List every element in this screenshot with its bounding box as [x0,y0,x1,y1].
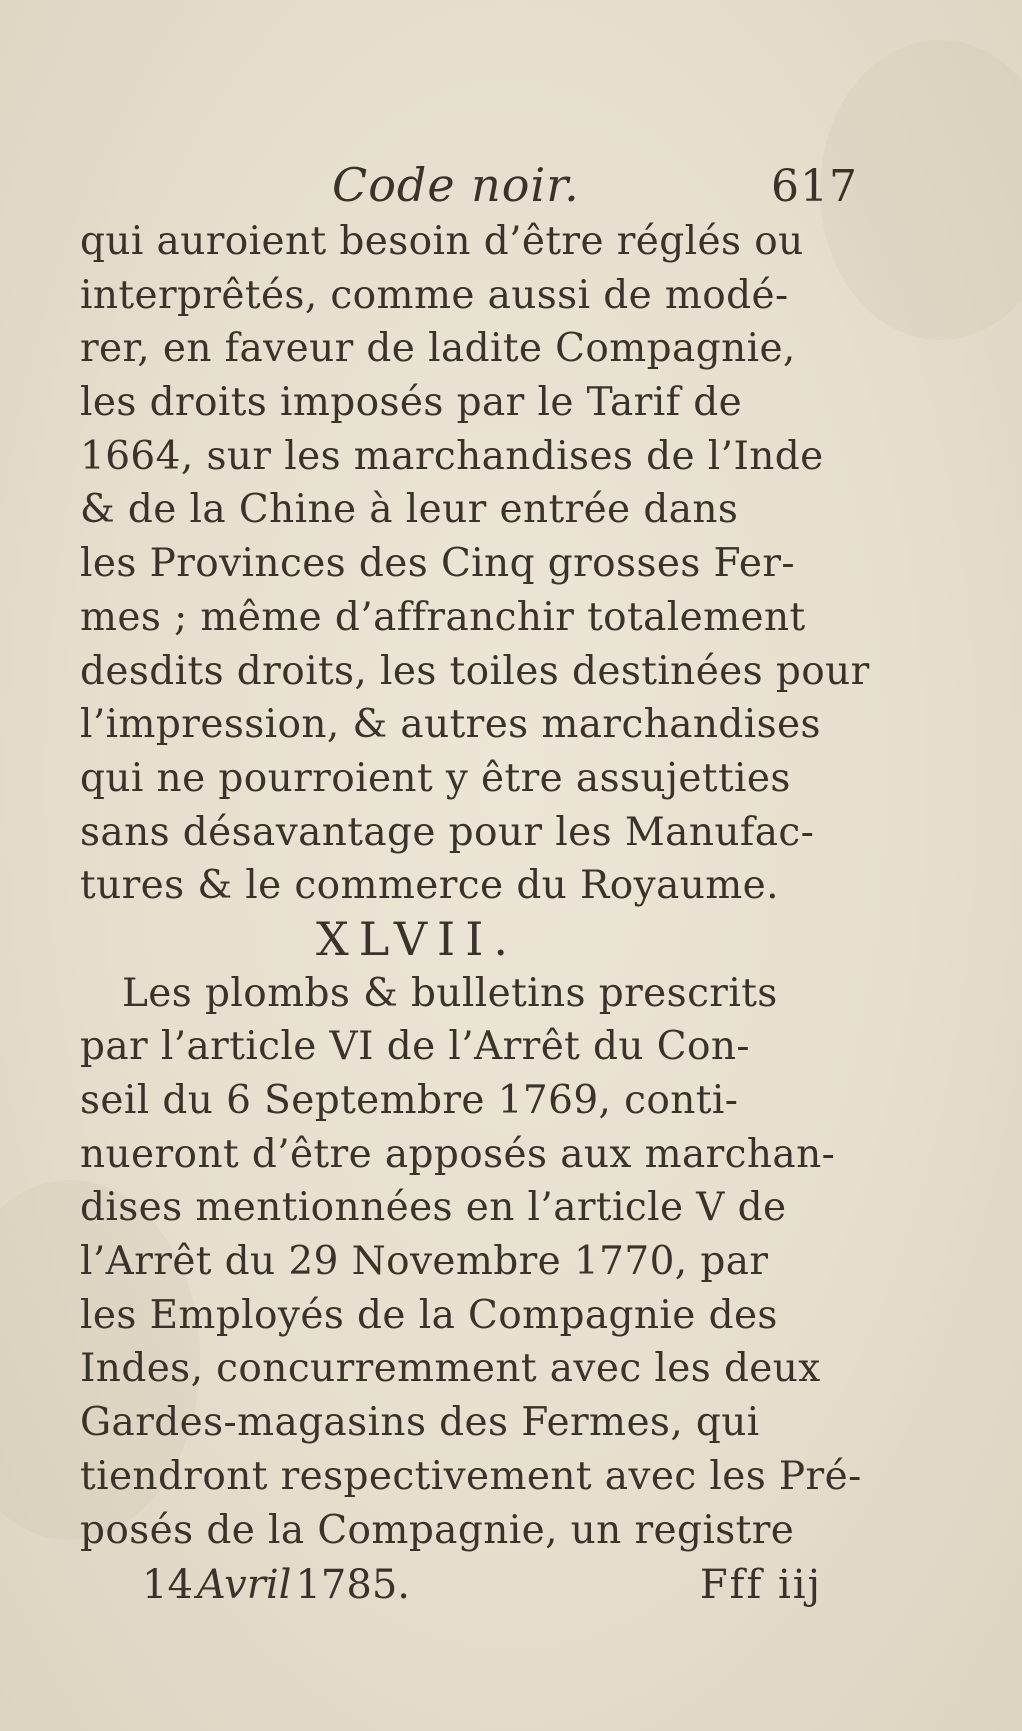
text-line: rer, en faveur de ladite Compagnie, [80,326,796,372]
text-line: les Employés de la Compagnie des [80,1292,778,1338]
text-line: posés de la Compagnie, un registre [80,1507,795,1553]
text-line: par l’article VI de l’Arrêt du Con- [80,1024,750,1070]
footer-date-day: 14 [142,1562,193,1609]
text-line: 1664, sur les marchandises de l’Inde [80,433,824,479]
text-line: Gardes-magasins des Fermes, qui [80,1400,760,1446]
text-line: desdits droits, les toiles destinées pour [80,648,870,694]
footer-date-year: 1785. [295,1562,410,1609]
running-header [332,155,858,215]
text-line: nueront d’être apposés aux marchan- [80,1131,836,1177]
text-line: Indes, concurremment avec les deux [80,1346,821,1392]
running-title: Code noir. [332,158,580,212]
text-line: interprêtés, comme aussi de modé- [80,272,789,318]
text-line: tiendront respectivement avec les Pré- [80,1453,862,1499]
text-line: & de la Chine à leur entrée dans [80,487,739,533]
article-paragraph [80,967,860,1558]
text-line: sans désavantage pour les Manufac- [80,809,815,855]
footer-date-month: Avril [196,1562,292,1609]
page-footer [142,1557,842,1613]
text-line: qui ne pourroient y être assujetties [80,755,791,801]
text-line: dises mentionnées en l’article V de [80,1185,787,1231]
page-number: 617 [771,161,858,212]
article-number: XLVII. [316,911,519,966]
signature-mark: Fff iij [699,1562,822,1609]
text-line: qui auroient besoin d’être réglés ou [80,219,804,264]
text-line: l’Arrêt du 29 Novembre 1770, par [80,1239,769,1285]
page-text [80,155,870,1613]
text-line: les Provinces des Cinq grosses Fer- [80,541,795,587]
paragraph-continued [80,215,870,913]
text-line: l’impression, & autres marchandises [80,702,821,748]
text-line: tures & le commerce du Royaume. [80,863,779,909]
text-line: les droits imposés par le Tarif de [80,380,743,426]
text-line: seil du 6 Septembre 1769, conti- [80,1078,739,1123]
text-line: Les plombs & bulletins prescrits [122,970,778,1016]
text-line: mes ; même d’affranchir totalement [80,594,806,640]
